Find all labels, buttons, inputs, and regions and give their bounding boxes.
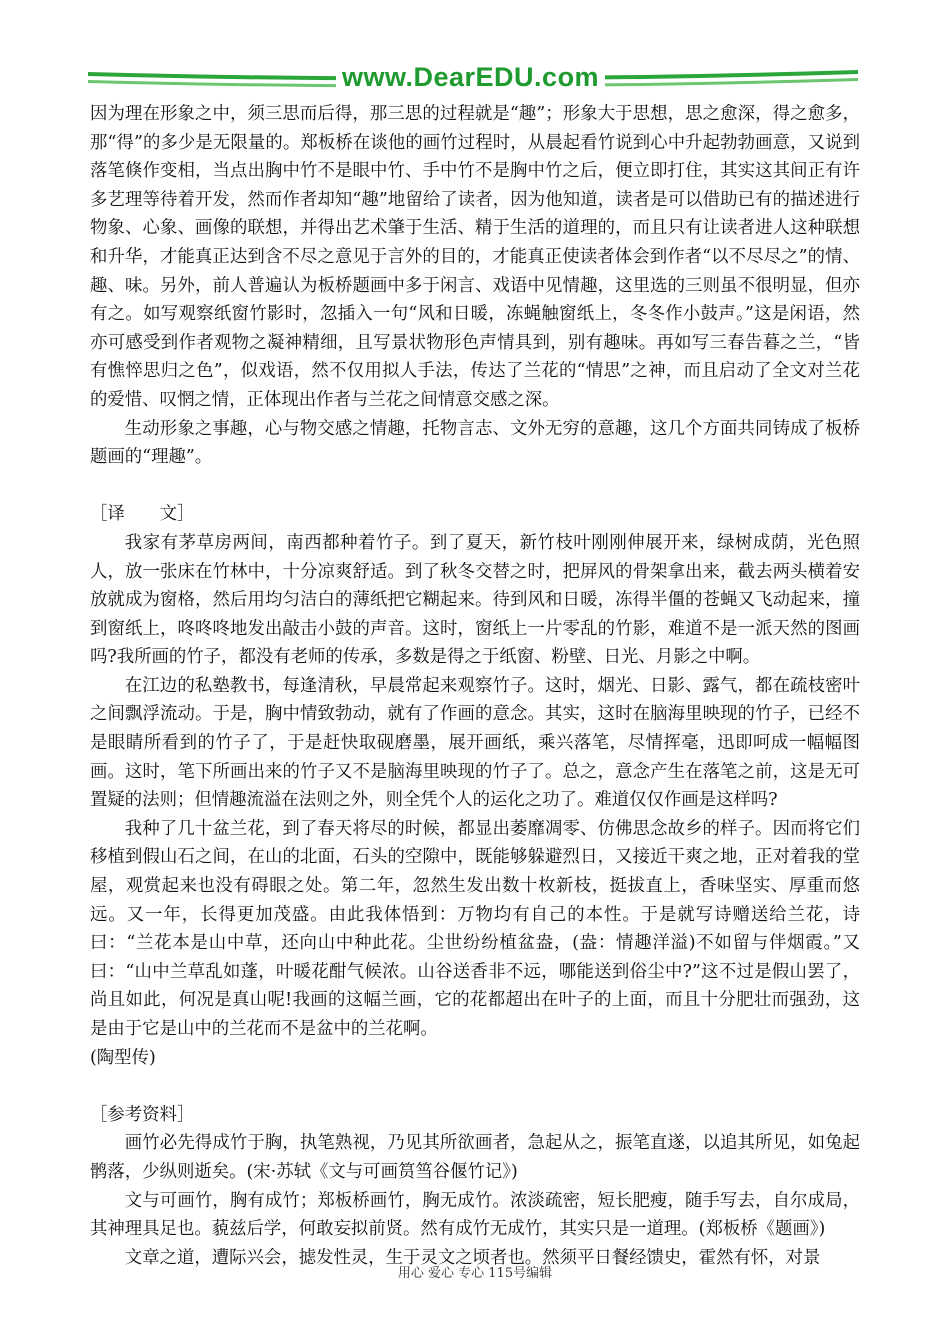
paragraph: 我种了几十盆兰花，到了春天将尽的时候，都显出萎靡凋零、仿佛思念故乡的样子。因而将它们移植到假山石之间，在山的北面，石头的空隙中，既能够躲避烈日，又接近干爽之地，正对着我的堂屋，观赏起来也没有碍眼之处。第二年，忽然生发出数十枚新枝，挺拔直上，香味坚实、厚重而悠远。又一年，长得更加茂盛。由此我体悟到：万物均有自己的本性。于是就写诗赠送给兰花，诗曰：“兰花本是山中草，还向山中种此花。尘世纷纷植盆盎，(盎：情趣洋溢)不如留与伴烟霞。”又曰：“山中兰草乱如蓬，叶暖花酣气候浓。山谷送香非不远，哪能送到俗尘中?”这不过是假山罢了，尚且如此，何况是真山呢!我画的这幅兰画，它的花都超出在叶子的上面，而且十分肥壮而强劲，这是由于它是山中的兰花而不是盆中的兰花啊。 — [90, 818, 860, 1039]
paragraph: ［译 文］ — [90, 504, 195, 525]
paragraph: 在江边的私塾教书，每逢清秋，早晨常起来观察竹子。这时，烟光、日影、露气，都在疏枝密叶之间飘浮流动。于是，胸中情致勃动，就有了作画的意念。其实，这时在脑海里映现的竹子，已经不是眼睛所看到的竹子了，于是赶快取砚磨墨，展开画纸，乘兴落笔，尽情挥毫，迅即呵成一幅幅图画。这时，笔下所画出来的竹子又不是脑海里映现的竹子了。总之，意念产生在落笔之前，这是无可置疑的法则；但情趣流溢在法则之外，则全凭个人的运化之功了。难道仅仅作画是这样吗? — [90, 675, 860, 811]
site-logo: www.DearEDU.com — [336, 62, 605, 93]
document-body — [90, 100, 860, 1272]
paragraph: 画竹必先得成竹于胸，执笔熟视，乃见其所欲画者，急起从之，振笔直遂，以追其所见，如兔起鹘落，少纵则逝矣。(宋·苏轼《文与可画筼筜谷偃竹记》) — [90, 1133, 860, 1182]
page-header — [88, 62, 858, 94]
paragraph: 生动形象之事趣，心与物交感之情趣，托物言志、文外无穷的意趣，这几个方面共同铸成了板桥题画的“理趣”。 — [90, 418, 860, 468]
paragraph: 文与可画竹，胸有成竹；郑板桥画竹，胸无成竹。浓淡疏密，短长肥瘦，随手写去，自尔成局，其神理具足也。藐兹后学，何敢妄拟前贤。然有成竹无成竹，其实只是一道理。(郑板桥《题画》) — [90, 1190, 860, 1240]
paragraph-gap — [90, 1072, 860, 1101]
paragraph: 因为理在形象之中，须三思而后得，那三思的过程就是“趣”；形象大于思想，思之愈深，得之愈多，那“得”的多少是无限量的。郑板桥在谈他的画竹过程时，从晨起看竹说到心中升起勃勃画意，又说到落笔倏作变相，当点出胸中竹不是眼中竹、手中竹不是胸中竹之后，便立即打住，其实这其间正有许多艺理等待着开发，然而作者却知“趣”地留给了读者，因为他知道，读者是可以借助已有的描述进行物象、心象、画像的联想，并得出艺术肇于生活、精于生活的道理的，而且只有让读者进人这种联想和升华，才能真正达到含不尽之意见于言外的目的，才能真正使读者体会到作者“以不尽尽之”的情、趣、味。另外，前人普遍认为板桥题画中多于闲言、戏语中见情趣，这里选的三则虽不很明显，但亦有之。如写观察纸窗竹影时，忽插入一句“风和日暖，冻蝇触窗纸上，冬冬作小鼓声。”这是闲语，然亦可感受到作者观物之凝神精细，且写景状物形色声情具到，别有趣味。再如写三春告暮之兰，“皆有憔悴思归之色”，似戏语，然不仅用拟人手法，传达了兰花的“情思”之神，而且启动了全文对兰花的爱惜、叹惘之情，正体现出作者与兰花之间情意交感之深。 — [90, 104, 860, 410]
paragraph-gap — [90, 472, 860, 501]
paragraph: 文章之道，遭际兴会，摅发性灵，生于灵文之顷者也。然须平日餐经馈史，霍然有怀，对景 — [124, 1247, 821, 1268]
paragraph: 我家有茅草房两间，南西都种着竹子。到了夏天，新竹枝叶刚刚伸展开来，绿树成荫，光色照人，放一张床在竹林中，十分凉爽舒适。到了秋冬交替之时，把屏风的骨架拿出来，截去两头横着安放就成为窗格，然后用均匀洁白的薄纸把它糊起来。待到风和日暖，冻得半僵的苍蝇又飞动起来，撞到窗纸上，咚咚咚地发出敲击小鼓的声音。这时，窗纸上一片零乱的竹影，难道不是一派天然的图画吗?我所画的竹子，都没有老师的传承，多数是得之于纸窗、粉壁、日光、月影之中啊。 — [90, 532, 860, 668]
paragraph: (陶型传) — [90, 1047, 156, 1068]
page-footer: 用心 爱心 专心 115号编辑 — [397, 1266, 553, 1281]
paragraph: ［参考资料］ — [90, 1104, 195, 1125]
